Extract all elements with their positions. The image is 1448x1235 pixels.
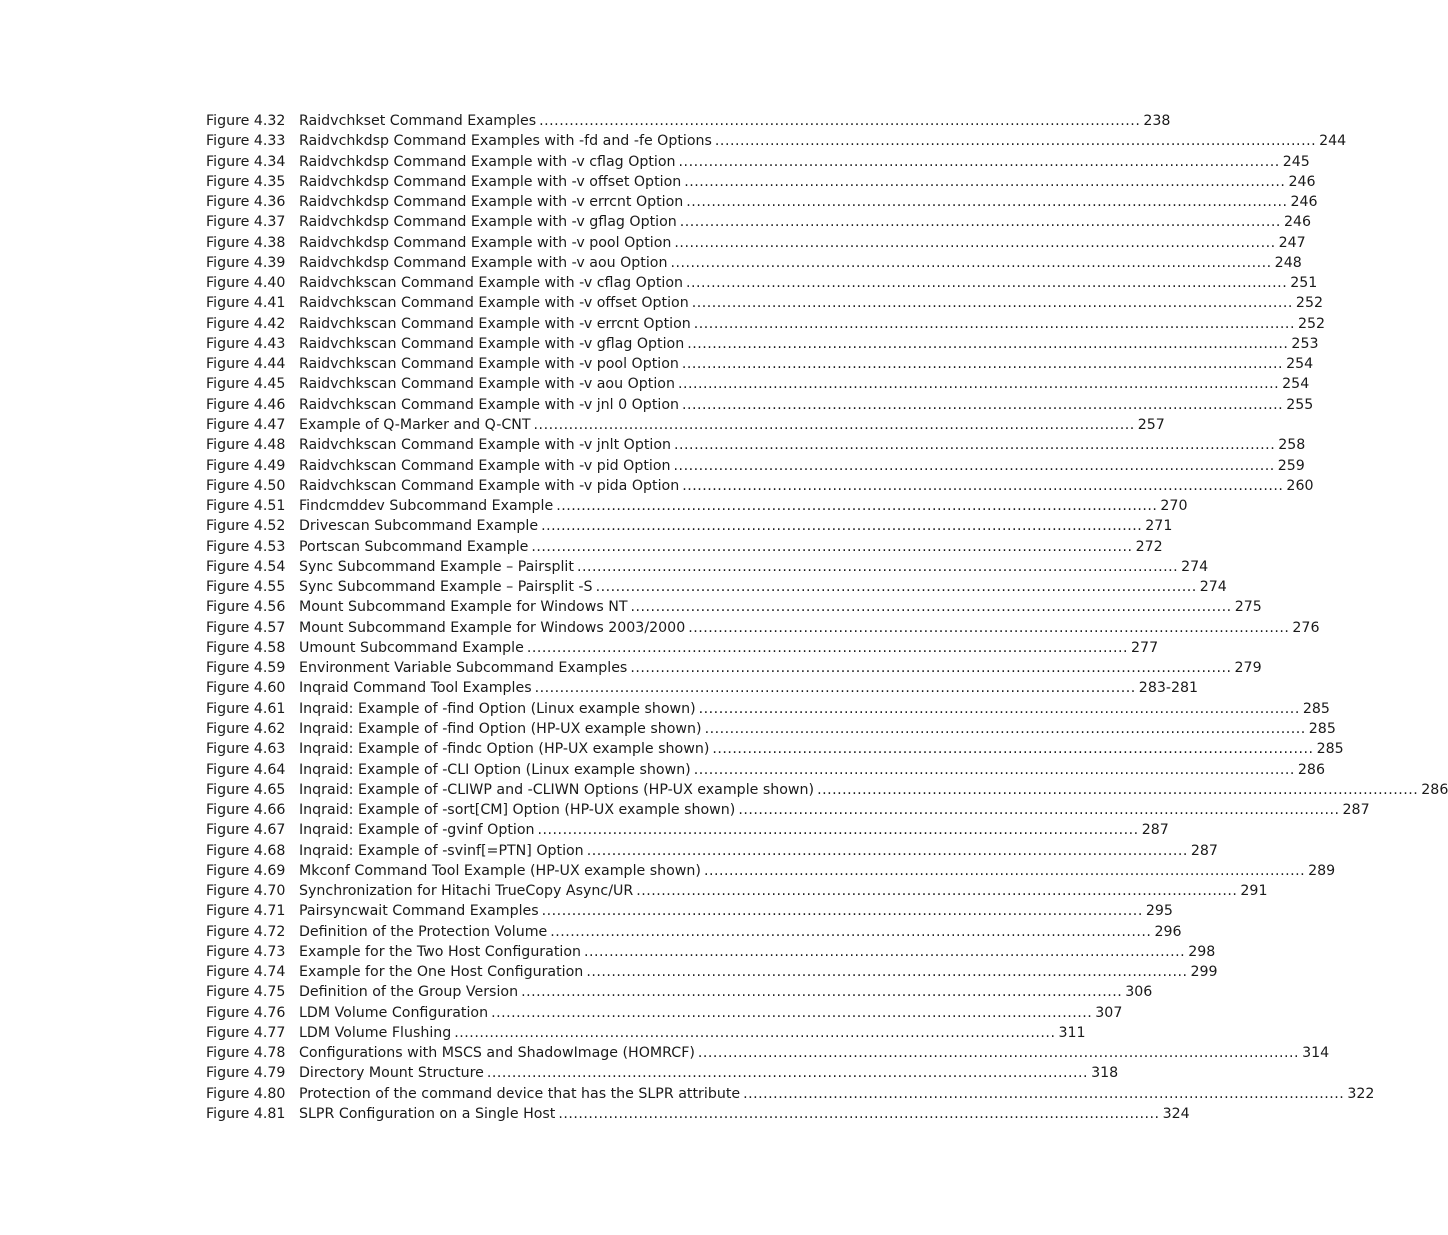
figure-number: Figure 4.72 bbox=[206, 923, 286, 940]
figure-number: Figure 4.81 bbox=[206, 1106, 286, 1123]
figure-title: Inqraid: Example of -findc Option (HP-UX example shown) bbox=[299, 741, 710, 758]
toc-entry[interactable] bbox=[206, 172, 1316, 192]
figure-title: Raidvchkdsp Command Example with -v offset Option bbox=[299, 173, 682, 190]
figure-number: Figure 4.33 bbox=[206, 133, 286, 150]
page-number: 307 bbox=[1095, 1004, 1123, 1021]
figure-title: Directory Mount Structure bbox=[299, 1065, 484, 1082]
toc-entry[interactable] bbox=[206, 820, 1169, 840]
dot-leader: ........................................................................................................................ bbox=[684, 173, 1286, 190]
figure-title: Portscan Subcommand Example bbox=[299, 538, 529, 555]
page-number: 295 bbox=[1145, 903, 1173, 920]
figure-title: Inqraid: Example of -find Option (Linux example shown) bbox=[299, 700, 696, 717]
figure-number: Figure 4.74 bbox=[206, 964, 286, 981]
figure-title: SLPR Configuration on a Single Host bbox=[299, 1106, 556, 1123]
dot-leader: ........................................................................................................................ bbox=[682, 477, 1284, 494]
page-number: 298 bbox=[1188, 943, 1216, 960]
figure-number: Figure 4.77 bbox=[206, 1024, 286, 1041]
toc-entry[interactable] bbox=[206, 476, 1314, 496]
figure-title: Sync Subcommand Example – Pairsplit bbox=[299, 558, 574, 575]
page-number: 270 bbox=[1160, 498, 1188, 515]
page-number: 275 bbox=[1234, 599, 1262, 616]
page-number: 238 bbox=[1143, 113, 1171, 129]
dot-leader: ........................................................................................................................ bbox=[541, 518, 1143, 535]
figure-number: Figure 4.80 bbox=[206, 1085, 286, 1102]
figure-title: Environment Variable Subcommand Examples bbox=[299, 660, 628, 677]
figure-title: Configurations with MSCS and ShadowImage (HOMRCF) bbox=[299, 1045, 695, 1062]
figure-title: Inqraid: Example of -CLI Option (Linux example shown) bbox=[299, 761, 691, 778]
figure-number: Figure 4.57 bbox=[206, 619, 286, 636]
page-number: 260 bbox=[1286, 477, 1314, 494]
page-number: 274 bbox=[1199, 579, 1227, 596]
page-number: 324 bbox=[1162, 1106, 1190, 1123]
page-number: 286 bbox=[1421, 781, 1448, 798]
toc-entry[interactable] bbox=[206, 638, 1159, 658]
figure-title: Raidvchkdsp Command Example with -v aou Option bbox=[299, 254, 668, 271]
toc-entry[interactable] bbox=[206, 354, 1314, 374]
dot-leader: ........................................................................................................................ bbox=[539, 113, 1141, 129]
figure-number: Figure 4.66 bbox=[206, 802, 286, 819]
figure-number: Figure 4.73 bbox=[206, 943, 286, 960]
toc-entry[interactable] bbox=[206, 516, 1173, 536]
toc-entry[interactable] bbox=[206, 293, 1324, 313]
page-number: 322 bbox=[1347, 1085, 1375, 1102]
figure-number: Figure 4.56 bbox=[206, 599, 286, 616]
dot-leader: ........................................................................................................................ bbox=[674, 234, 1276, 251]
toc-entry[interactable] bbox=[206, 334, 1319, 354]
toc-entry[interactable] bbox=[206, 1003, 1123, 1023]
figure-title: Protection of the command device that has the SLPR attribute bbox=[299, 1085, 741, 1102]
toc-entry[interactable] bbox=[206, 780, 1448, 800]
toc-entry[interactable] bbox=[206, 456, 1305, 476]
toc-entry[interactable] bbox=[206, 881, 1268, 901]
page-number: 244 bbox=[1319, 133, 1347, 150]
figure-title: Raidvchkscan Command Example with -v pool Option bbox=[299, 356, 679, 373]
figure-title: Example of Q-Marker and Q-CNT bbox=[299, 416, 531, 433]
figure-number: Figure 4.36 bbox=[206, 194, 286, 211]
toc-entry[interactable] bbox=[206, 415, 1165, 435]
toc-entry[interactable] bbox=[206, 901, 1173, 921]
figure-title: Raidvchkscan Command Example with -v cflag Option bbox=[299, 275, 684, 292]
figure-number: Figure 4.40 bbox=[206, 275, 286, 292]
dot-leader: ........................................................................................................................ bbox=[521, 984, 1123, 1001]
page-number: 254 bbox=[1286, 356, 1314, 373]
figure-number: Figure 4.49 bbox=[206, 457, 286, 474]
figure-number: Figure 4.43 bbox=[206, 335, 286, 352]
page-number: 258 bbox=[1278, 437, 1306, 454]
page-number: 246 bbox=[1290, 194, 1318, 211]
toc-entry[interactable] bbox=[206, 800, 1370, 820]
toc-entry[interactable] bbox=[206, 678, 1199, 698]
figure-title: Inqraid: Example of -gvinf Option bbox=[299, 822, 535, 839]
page-number: 291 bbox=[1240, 883, 1268, 900]
toc-entry[interactable] bbox=[206, 658, 1262, 678]
figure-title: Example for the Two Host Configuration bbox=[299, 943, 582, 960]
dot-leader: ........................................................................................................................ bbox=[817, 781, 1419, 798]
page-number: 246 bbox=[1288, 173, 1316, 190]
dot-leader: ........................................................................................................................ bbox=[677, 376, 1280, 393]
figure-number: Figure 4.64 bbox=[206, 761, 286, 778]
dot-leader: ........................................................................................................................ bbox=[576, 558, 1179, 575]
toc-entry[interactable] bbox=[206, 719, 1336, 739]
dot-leader: ........................................................................................................................ bbox=[537, 822, 1139, 839]
page-number: 251 bbox=[1290, 275, 1318, 292]
figure-number: Figure 4.38 bbox=[206, 234, 286, 251]
page-number: 287 bbox=[1141, 822, 1169, 839]
figure-title: LDM Volume Flushing bbox=[299, 1024, 452, 1041]
dot-leader: ........................................................................................................................ bbox=[491, 1004, 1093, 1021]
toc-entry[interactable] bbox=[206, 253, 1302, 273]
figure-number: Figure 4.44 bbox=[206, 356, 286, 373]
dot-leader: ........................................................................................................................ bbox=[670, 254, 1272, 271]
figure-number: Figure 4.42 bbox=[206, 315, 286, 332]
dot-leader: ........................................................................................................................ bbox=[586, 842, 1188, 859]
page-number: 252 bbox=[1297, 315, 1326, 332]
dot-leader: ........................................................................................................................ bbox=[686, 194, 1288, 211]
page-number: 246 bbox=[1283, 214, 1312, 231]
dot-leader: ........................................................................................................................ bbox=[558, 1106, 1160, 1123]
dot-leader: ........................................................................................................................ bbox=[556, 498, 1158, 515]
dot-leader: ........................................................................................................................ bbox=[586, 964, 1188, 981]
toc-entry[interactable] bbox=[206, 739, 1344, 759]
figure-title: Inqraid Command Tool Examples bbox=[299, 680, 532, 697]
figure-title: Inqraid: Example of -CLIWP and -CLIWN Options (HP-UX example shown) bbox=[299, 781, 815, 798]
figure-number: Figure 4.68 bbox=[206, 842, 286, 859]
page-number: 277 bbox=[1131, 639, 1159, 656]
figure-number: Figure 4.51 bbox=[206, 498, 286, 515]
toc-entry[interactable] bbox=[206, 496, 1188, 516]
page-number: 276 bbox=[1292, 619, 1320, 636]
toc-entry[interactable] bbox=[206, 152, 1310, 172]
toc-entry[interactable] bbox=[206, 131, 1347, 151]
toc-entry[interactable] bbox=[206, 1043, 1330, 1063]
page-number: 253 bbox=[1291, 335, 1319, 352]
page-number: 248 bbox=[1274, 254, 1302, 271]
page-number: 318 bbox=[1091, 1065, 1119, 1082]
figure-number: Figure 4.52 bbox=[206, 518, 286, 535]
toc-entry[interactable] bbox=[206, 1063, 1119, 1083]
toc-entry[interactable] bbox=[206, 395, 1314, 415]
dot-leader: ........................................................................................................................ bbox=[712, 741, 1314, 758]
toc-entry[interactable] bbox=[206, 982, 1153, 1002]
toc-entry[interactable] bbox=[206, 273, 1318, 293]
figure-title: Raidvchkscan Command Example with -v jnl 0 Option bbox=[299, 396, 679, 413]
figure-title: Inqraid: Example of -find Option (HP-UX example shown) bbox=[299, 720, 702, 737]
figure-title: Example for the One Host Configuration bbox=[299, 964, 584, 981]
toc-entry[interactable] bbox=[206, 597, 1262, 617]
dot-leader: ........................................................................................................................ bbox=[534, 680, 1136, 697]
figure-number: Figure 4.55 bbox=[206, 579, 286, 596]
toc-entry[interactable] bbox=[206, 618, 1320, 638]
figure-title: Raidvchkscan Command Example with -v offset Option bbox=[299, 295, 689, 312]
figure-number: Figure 4.69 bbox=[206, 862, 286, 879]
dot-leader: ........................................................................................................................ bbox=[686, 275, 1288, 292]
dot-leader: ........................................................................................................................ bbox=[630, 660, 1232, 677]
figure-title: Drivescan Subcommand Example bbox=[299, 518, 539, 535]
toc-entry[interactable] bbox=[206, 192, 1318, 212]
dot-leader: ........................................................................................................................ bbox=[679, 214, 1281, 231]
dot-leader: ........................................................................................................................ bbox=[550, 923, 1152, 940]
figure-title: Umount Subcommand Example bbox=[299, 639, 524, 656]
dot-leader: ........................................................................................................................ bbox=[743, 1085, 1345, 1102]
toc-entry[interactable] bbox=[206, 1104, 1190, 1124]
toc-entry[interactable] bbox=[206, 314, 1326, 334]
page-number: 285 bbox=[1302, 700, 1330, 717]
toc-entry[interactable] bbox=[206, 922, 1182, 942]
page-number: 296 bbox=[1154, 923, 1182, 940]
toc-entry[interactable] bbox=[206, 537, 1163, 557]
figure-number: Figure 4.58 bbox=[206, 639, 286, 656]
page-number: 283-281 bbox=[1138, 680, 1199, 697]
page-number: 279 bbox=[1234, 660, 1262, 677]
toc-entry[interactable] bbox=[206, 1023, 1086, 1043]
figure-number: Figure 4.65 bbox=[206, 781, 286, 798]
dot-leader: ........................................................................................................................ bbox=[674, 437, 1276, 454]
page-number: 259 bbox=[1277, 457, 1305, 474]
toc-entry[interactable] bbox=[206, 1084, 1375, 1104]
page-number: 285 bbox=[1316, 741, 1344, 758]
toc-entry[interactable] bbox=[206, 760, 1325, 780]
toc-entry[interactable] bbox=[206, 861, 1336, 881]
figure-number: Figure 4.53 bbox=[206, 538, 286, 555]
page-number: 274 bbox=[1181, 558, 1209, 575]
figure-number: Figure 4.45 bbox=[206, 376, 286, 393]
dot-leader: ........................................................................................................................ bbox=[714, 133, 1317, 150]
page-number: 306 bbox=[1125, 984, 1153, 1001]
figure-title: Synchronization for Hitachi TrueCopy Async/UR bbox=[299, 883, 634, 900]
figure-number: Figure 4.59 bbox=[206, 660, 286, 677]
toc-entry[interactable] bbox=[206, 212, 1312, 232]
figure-number: Figure 4.46 bbox=[206, 396, 286, 413]
page-number: 287 bbox=[1190, 842, 1218, 859]
dot-leader: ........................................................................................................................ bbox=[693, 761, 1295, 778]
dot-leader: ........................................................................................................................ bbox=[526, 639, 1129, 656]
figure-title: Definition of the Group Version bbox=[299, 984, 519, 1001]
page-number: 289 bbox=[1308, 862, 1336, 879]
toc-entry[interactable] bbox=[206, 111, 1171, 131]
figure-number: Figure 4.35 bbox=[206, 173, 286, 190]
figure-title: Raidvchkdsp Command Examples with -fd and -fe Options bbox=[299, 133, 712, 150]
figure-title: Raidvchkdsp Command Example with -v gflag Option bbox=[299, 214, 677, 231]
toc-entry[interactable] bbox=[206, 962, 1218, 982]
page-number: 245 bbox=[1282, 153, 1310, 170]
figure-title: Raidvchkscan Command Example with -v gflag Option bbox=[299, 335, 685, 352]
figure-title: Inqraid: Example of -sort[CM] Option (HP-UX example shown) bbox=[299, 802, 736, 819]
page-number: 272 bbox=[1135, 538, 1163, 555]
page-number: 254 bbox=[1282, 376, 1310, 393]
dot-leader: ........................................................................................................................ bbox=[738, 802, 1340, 819]
dot-leader: ........................................................................................................................ bbox=[630, 599, 1232, 616]
toc-entry[interactable] bbox=[206, 577, 1227, 597]
page-number: 299 bbox=[1190, 964, 1218, 981]
figure-title: Raidvchkdsp Command Example with -v errcnt Option bbox=[299, 194, 684, 211]
dot-leader: ........................................................................................................................ bbox=[688, 619, 1290, 636]
dot-leader: ........................................................................................................................ bbox=[541, 903, 1143, 920]
figure-number: Figure 4.48 bbox=[206, 437, 286, 454]
figure-title: Mkconf Command Tool Example (HP-UX example shown) bbox=[299, 862, 701, 879]
figure-title: Inqraid: Example of -svinf[=PTN] Option bbox=[299, 842, 584, 859]
dot-leader: ........................................................................................................................ bbox=[533, 416, 1135, 433]
dot-leader: ........................................................................................................................ bbox=[697, 1045, 1300, 1062]
figure-title: Raidvchkscan Command Example with -v aou Option bbox=[299, 376, 675, 393]
toc-entry[interactable] bbox=[206, 557, 1209, 577]
page-number: 257 bbox=[1137, 416, 1165, 433]
figure-number: Figure 4.61 bbox=[206, 700, 286, 717]
figure-title: Raidvchkset Command Examples bbox=[299, 113, 537, 129]
figure-number: Figure 4.54 bbox=[206, 558, 286, 575]
toc-entry[interactable] bbox=[206, 435, 1306, 455]
figure-title: Raidvchkscan Command Example with -v jnlt Option bbox=[299, 437, 672, 454]
figure-number: Figure 4.41 bbox=[206, 295, 286, 312]
dot-leader: ........................................................................................................................ bbox=[687, 335, 1289, 352]
dot-leader: ........................................................................................................................ bbox=[486, 1065, 1089, 1082]
dot-leader: ........................................................................................................................ bbox=[681, 356, 1284, 373]
figure-title: Raidvchkscan Command Example with -v pid Option bbox=[299, 457, 671, 474]
figure-title: Raidvchkscan Command Example with -v errcnt Option bbox=[299, 315, 691, 332]
dot-leader: ........................................................................................................................ bbox=[691, 295, 1293, 312]
page-number: 287 bbox=[1342, 802, 1370, 819]
dot-leader: ........................................................................................................................ bbox=[636, 883, 1238, 900]
figure-number: Figure 4.67 bbox=[206, 822, 286, 839]
dot-leader: ........................................................................................................................ bbox=[693, 315, 1295, 332]
figure-number: Figure 4.39 bbox=[206, 254, 286, 271]
dot-leader: ........................................................................................................................ bbox=[584, 943, 1186, 960]
figure-number: Figure 4.78 bbox=[206, 1045, 286, 1062]
figure-title: Pairsyncwait Command Examples bbox=[299, 903, 539, 920]
figure-title: Sync Subcommand Example – Pairsplit -S bbox=[299, 579, 593, 596]
page-number: 271 bbox=[1145, 518, 1173, 535]
figure-number: Figure 4.70 bbox=[206, 883, 286, 900]
page-number: 311 bbox=[1058, 1024, 1086, 1041]
figure-title: Raidvchkscan Command Example with -v pida Option bbox=[299, 477, 680, 494]
page-number: 286 bbox=[1297, 761, 1325, 778]
figure-number: Figure 4.47 bbox=[206, 416, 286, 433]
figure-title: Findcmddev Subcommand Example bbox=[299, 498, 554, 515]
figure-title: Raidvchkdsp Command Example with -v cflag Option bbox=[299, 153, 676, 170]
list-of-figures bbox=[206, 111, 1448, 1124]
figure-number: Figure 4.76 bbox=[206, 1004, 286, 1021]
page-number: 314 bbox=[1302, 1045, 1330, 1062]
figure-number: Figure 4.62 bbox=[206, 720, 286, 737]
page-number: 255 bbox=[1286, 396, 1314, 413]
dot-leader: ........................................................................................................................ bbox=[698, 700, 1300, 717]
dot-leader: ........................................................................................................................ bbox=[673, 457, 1275, 474]
dot-leader: ........................................................................................................................ bbox=[704, 720, 1306, 737]
toc-entry[interactable] bbox=[206, 699, 1330, 719]
dot-leader: ........................................................................................................................ bbox=[678, 153, 1280, 170]
figure-title: Mount Subcommand Example for Windows 2003/2000 bbox=[299, 619, 686, 636]
figure-title: Mount Subcommand Example for Windows NT bbox=[299, 599, 628, 616]
dot-leader: ........................................................................................................................ bbox=[595, 579, 1197, 596]
toc-entry[interactable] bbox=[206, 942, 1216, 962]
figure-title: LDM Volume Configuration bbox=[299, 1004, 489, 1021]
figure-number: Figure 4.50 bbox=[206, 477, 286, 494]
dot-leader: ........................................................................................................................ bbox=[682, 396, 1284, 413]
dot-leader: ........................................................................................................................ bbox=[454, 1024, 1056, 1041]
page-number: 285 bbox=[1308, 720, 1336, 737]
dot-leader: ........................................................................................................................ bbox=[703, 862, 1306, 879]
figure-title: Definition of the Protection Volume bbox=[299, 923, 548, 940]
page-number: 247 bbox=[1278, 234, 1306, 251]
figure-title: Raidvchkdsp Command Example with -v pool Option bbox=[299, 234, 672, 251]
toc-entry[interactable] bbox=[206, 841, 1218, 861]
figure-number: Figure 4.34 bbox=[206, 153, 286, 170]
figure-number: Figure 4.71 bbox=[206, 903, 286, 920]
dot-leader: ........................................................................................................................ bbox=[531, 538, 1133, 555]
figure-number: Figure 4.37 bbox=[206, 214, 286, 231]
toc-entry[interactable] bbox=[206, 233, 1306, 253]
figure-number: Figure 4.75 bbox=[206, 984, 286, 1001]
toc-entry[interactable] bbox=[206, 374, 1310, 394]
figure-number: Figure 4.79 bbox=[206, 1065, 286, 1082]
figure-number: Figure 4.63 bbox=[206, 741, 286, 758]
figure-number: Figure 4.32 bbox=[206, 113, 286, 129]
figure-number: Figure 4.60 bbox=[206, 680, 286, 697]
page-number: 252 bbox=[1295, 295, 1324, 312]
